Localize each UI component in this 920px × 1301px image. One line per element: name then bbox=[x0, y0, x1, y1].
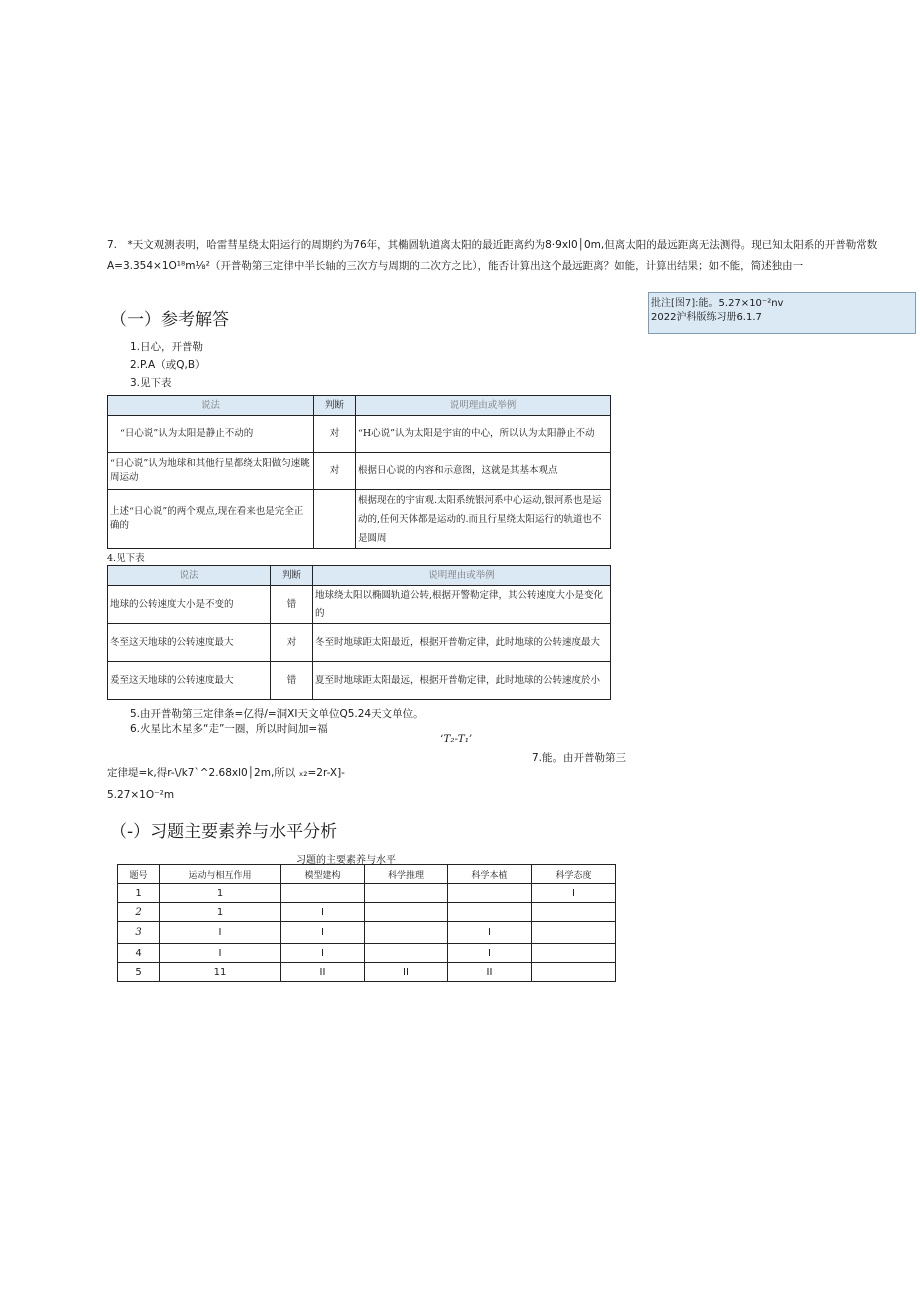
question-7-line-1: 7. *天文观测表明，哈雷彗星绕太阳运行的周期约为76年，其椭圆轨道离太阳的最近距离约为8·9xl0│0m,但离太阳的最远距离无法测得。现已知太阳系的开普勒常数 bbox=[107, 239, 878, 251]
comment-box[interactable] bbox=[648, 292, 916, 334]
header-scientific-essence: 科学本植 bbox=[448, 865, 532, 884]
table-row bbox=[108, 416, 611, 453]
table-row bbox=[118, 963, 616, 982]
answer-7-result: 5.27×1O⁻²m bbox=[107, 789, 175, 801]
cell: 11 bbox=[160, 963, 281, 982]
answer-6-formula: ‘T₂-T₁’ bbox=[440, 733, 473, 745]
table-row bbox=[108, 662, 611, 700]
header-reason: 说明理由或举例 bbox=[313, 566, 611, 586]
answer-2: 2.P.A（或Q,B） bbox=[130, 359, 206, 371]
cell: I bbox=[160, 922, 281, 944]
cell: II bbox=[448, 963, 532, 982]
reason-cell: “H心说”认为太阳是宇宙的中心，所以认为太阳静止不动 bbox=[356, 416, 611, 453]
cell: 3 bbox=[118, 922, 160, 944]
header-model-building: 模型建构 bbox=[281, 865, 365, 884]
judge-cell: 对 bbox=[314, 416, 356, 453]
table-row bbox=[118, 944, 616, 963]
header-claim: 说法 bbox=[108, 396, 314, 416]
claim-cell: 爰至这天地球的公转速度最大 bbox=[108, 662, 271, 700]
levels-header-row bbox=[118, 865, 616, 884]
header-question-no: 题号 bbox=[118, 865, 160, 884]
cell bbox=[281, 884, 365, 903]
section-1-title: （一）参考解答 bbox=[110, 310, 229, 330]
claim-cell: “日心说”认为太阳是静止不动的 bbox=[108, 416, 314, 453]
judge-cell: 错 bbox=[271, 662, 313, 700]
header-judge: 判断 bbox=[314, 396, 356, 416]
cell bbox=[532, 963, 616, 982]
levels-table-caption: 习题的主要素养与水平 bbox=[296, 855, 396, 866]
judge-cell: 对 bbox=[314, 453, 356, 490]
header-judge: 判断 bbox=[271, 566, 313, 586]
answer-1: 1.日心，开普勒 bbox=[130, 341, 204, 353]
cell bbox=[365, 903, 448, 922]
cell: 1 bbox=[160, 884, 281, 903]
cell: I bbox=[160, 944, 281, 963]
judge-cell: 对 bbox=[271, 624, 313, 662]
table-row bbox=[108, 624, 611, 662]
claim-cell: 冬至这天地球的公转速度最大 bbox=[108, 624, 271, 662]
claim-cell: 上述“日心说”的两个观点,现在看来也是完全正确的 bbox=[108, 490, 314, 549]
cell: 1 bbox=[118, 884, 160, 903]
table-header-row bbox=[108, 566, 611, 586]
cell bbox=[365, 922, 448, 944]
cell: I bbox=[448, 944, 532, 963]
section-2-title: （-）习题主要素养与水平分析 bbox=[110, 822, 338, 842]
comment-label: 批注[图7]: bbox=[651, 298, 699, 309]
cell bbox=[532, 944, 616, 963]
answer-7-derivation: 定律堤=k,得r-\/k7`^2.68xl0│2m,所以 ₓ₂=2r-X]- bbox=[107, 767, 345, 779]
judge-cell: 错 bbox=[271, 586, 313, 624]
header-claim: 说法 bbox=[108, 566, 271, 586]
header-scientific-reasoning: 科学推理 bbox=[365, 865, 448, 884]
cell bbox=[532, 903, 616, 922]
cell: I bbox=[448, 922, 532, 944]
table-header-row bbox=[108, 396, 611, 416]
cell: I bbox=[281, 944, 365, 963]
header-scientific-attitude: 科学态度 bbox=[532, 865, 616, 884]
judge-cell bbox=[314, 490, 356, 549]
reason-cell: 根据现在的宇宙观.太阳系统银河系中心运动,银河系也是运动的,任何天体都是运动的.而且行星绕太阳运行的轨道也不是圆周 bbox=[356, 490, 611, 549]
reason-cell: 夏至时地球距太阳最远，根据开普勒定律，此时地球的公转速度於小 bbox=[313, 662, 611, 700]
cell bbox=[448, 884, 532, 903]
table-row bbox=[118, 922, 616, 944]
levels-table bbox=[117, 864, 616, 982]
reason-cell: 地球绕太阳以椭圆轨道公转,根据开警勒定律，其公转速度大小是变化的 bbox=[313, 586, 611, 624]
cell: I bbox=[281, 903, 365, 922]
answer-6: 6.火星比木星多“走”一圈，所以时间加=福 bbox=[130, 723, 328, 735]
cell: 4 bbox=[118, 944, 160, 963]
table-row bbox=[118, 903, 616, 922]
answer-5: 5.由开普勒第三定律条=亿得/=洞XI天文单位Q5.24天文单位。 bbox=[130, 708, 424, 720]
answer-4-label: 4.见下表 bbox=[107, 553, 145, 564]
cell bbox=[448, 903, 532, 922]
table-row bbox=[108, 490, 611, 549]
table-row bbox=[118, 884, 616, 903]
header-motion-interaction: 运动与相互作用 bbox=[160, 865, 281, 884]
header-reason: 说明理由或举例 bbox=[356, 396, 611, 416]
cell: 5 bbox=[118, 963, 160, 982]
table-claims-1 bbox=[107, 395, 611, 549]
cell: I bbox=[532, 884, 616, 903]
answer-3-label: 3.见下表 bbox=[130, 377, 172, 389]
reason-cell: 冬至时地球距太阳最近，根据开普勒定律，此时地球的公转速度最大 bbox=[313, 624, 611, 662]
cell bbox=[532, 922, 616, 944]
cell: 1 bbox=[160, 903, 281, 922]
question-7-line-2: A=3.354×1O¹⁸m⅛²（开普勒第三定律中半长轴的三次方与周期的二次方之比），能否计算出这个最远距离？如能，计算出结果；如不能，简述独由一 bbox=[107, 260, 804, 272]
answer-7-start: 7.能。由开普勒第三 bbox=[532, 752, 627, 764]
cell: II bbox=[365, 963, 448, 982]
cell: 2 bbox=[118, 903, 160, 922]
table-claims-2 bbox=[107, 565, 611, 700]
cell: I bbox=[281, 922, 365, 944]
reason-cell: 根据日心说的内容和示意图，这就是其基本观点 bbox=[356, 453, 611, 490]
claim-cell: “日心说”认为地球和其他行星都绕太阳做匀速眺周运动 bbox=[108, 453, 314, 490]
cell bbox=[365, 884, 448, 903]
cell bbox=[365, 944, 448, 963]
table-row bbox=[108, 586, 611, 624]
cell: II bbox=[281, 963, 365, 982]
comment-answer: 能。5.27×10⁻²nv bbox=[698, 298, 784, 309]
comment-source: 2022沪科版练习册6.1.7 bbox=[651, 312, 762, 323]
table-row bbox=[108, 453, 611, 490]
claim-cell: 地球的公转速度大小是不变的 bbox=[108, 586, 271, 624]
